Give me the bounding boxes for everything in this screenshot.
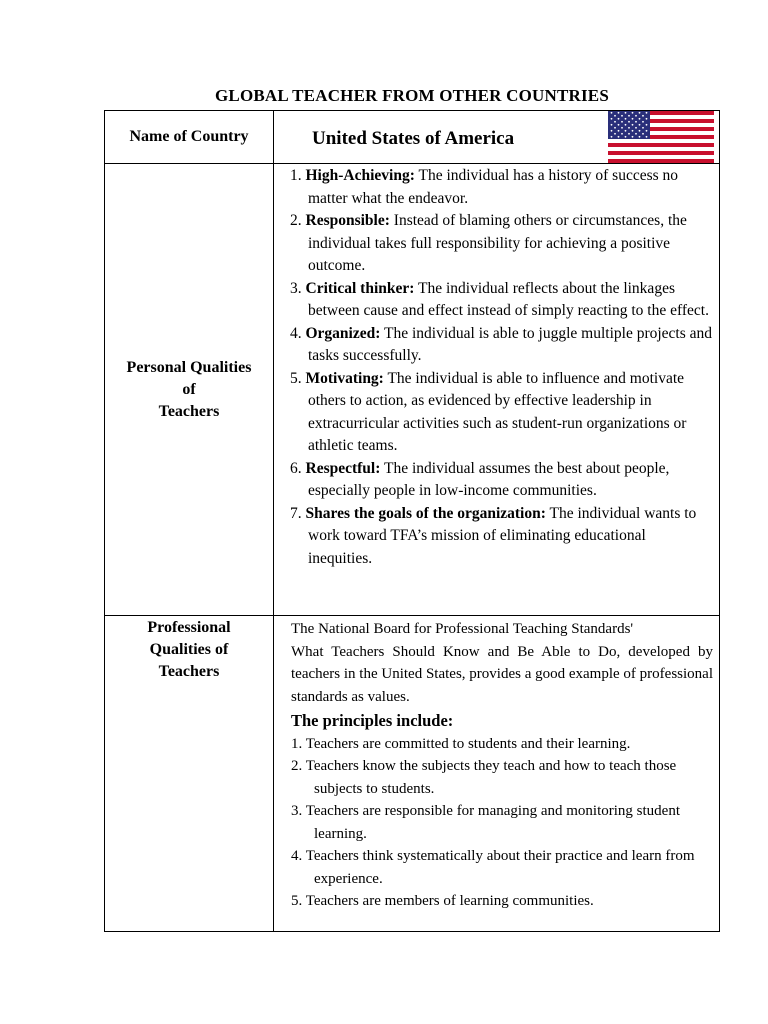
- list-item: 5. Teachers are members of learning communities.: [291, 893, 594, 909]
- personal-qualities-cell: [274, 164, 720, 616]
- list-item: 4. Organized: The individual is able to juggle multiple projects and tasks successfully.: [290, 324, 713, 364]
- table-row-professional: [105, 616, 720, 932]
- table-row-country: [105, 111, 720, 164]
- country-label: Name of Country: [105, 111, 274, 164]
- list-item: 2. Responsible: Instead of blaming others or circumstances, the individual takes full responsibility for achieving a positive outcome.: [290, 212, 687, 274]
- professional-label-line-1: Professional: [147, 619, 231, 636]
- professional-label-line-3: Teachers: [158, 663, 220, 680]
- list-item: 6. Respectful: The individual assumes the best about people, especially people in low-income communities.: [290, 459, 670, 499]
- country-name: United States of America: [312, 128, 515, 149]
- list-item: 2. Teachers know the subjects they teach and how to teach those subjects to students.: [291, 758, 677, 797]
- professional-intro-source: The National Board for Professional Teaching Standards': [291, 621, 634, 637]
- country-table: [104, 110, 720, 932]
- professional-qualities-cell: [274, 616, 720, 932]
- personal-label-line-1: Personal Qualities: [126, 358, 252, 376]
- list-item: 3. Teachers are responsible for managing and monitoring student learning.: [291, 803, 680, 842]
- country-value-cell: [274, 111, 720, 164]
- page-title: GLOBAL TEACHER FROM OTHER COUNTRIES: [215, 86, 609, 105]
- list-item: 3. Critical thinker: The individual reflects about the linkages between cause and effect instead of simply reacting to the effect.: [290, 279, 709, 319]
- list-item: 7. Shares the goals of the organization: The individual wants to work toward TFA’s mission of eliminating educational inequities.: [290, 504, 697, 567]
- personal-qualities-list: [274, 165, 713, 570]
- personal-label-line-3: Teachers: [158, 402, 220, 420]
- professional-intro-text: What Teachers Should Know and Be Able to Do, developed by teachers in the United States, provides a good example of professional standards as values.: [291, 643, 713, 705]
- professional-label-line-2: Qualities of: [149, 641, 229, 658]
- principles-list: [291, 733, 713, 913]
- list-item: 1. Teachers are committed to students and their learning.: [291, 735, 631, 752]
- list-item: 1. High-Achieving: The individual has a history of success no matter what the endeavor.: [290, 167, 679, 207]
- personal-qualities-label: [105, 164, 274, 616]
- personal-label-line-2: of: [182, 380, 196, 398]
- us-flag-icon: [608, 111, 714, 163]
- professional-qualities-label: [105, 616, 274, 932]
- list-item: 5. Motivating: The individual is able to influence and motivate others to action, as evidenced by effective leadership in extracurricular activities such as student-run organizations or athletic teams.: [290, 369, 687, 454]
- principles-heading: The principles include:: [291, 711, 454, 730]
- list-item: 4. Teachers think systematically about their practice and learn from experience.: [291, 848, 695, 887]
- table-row-personal: [105, 164, 720, 616]
